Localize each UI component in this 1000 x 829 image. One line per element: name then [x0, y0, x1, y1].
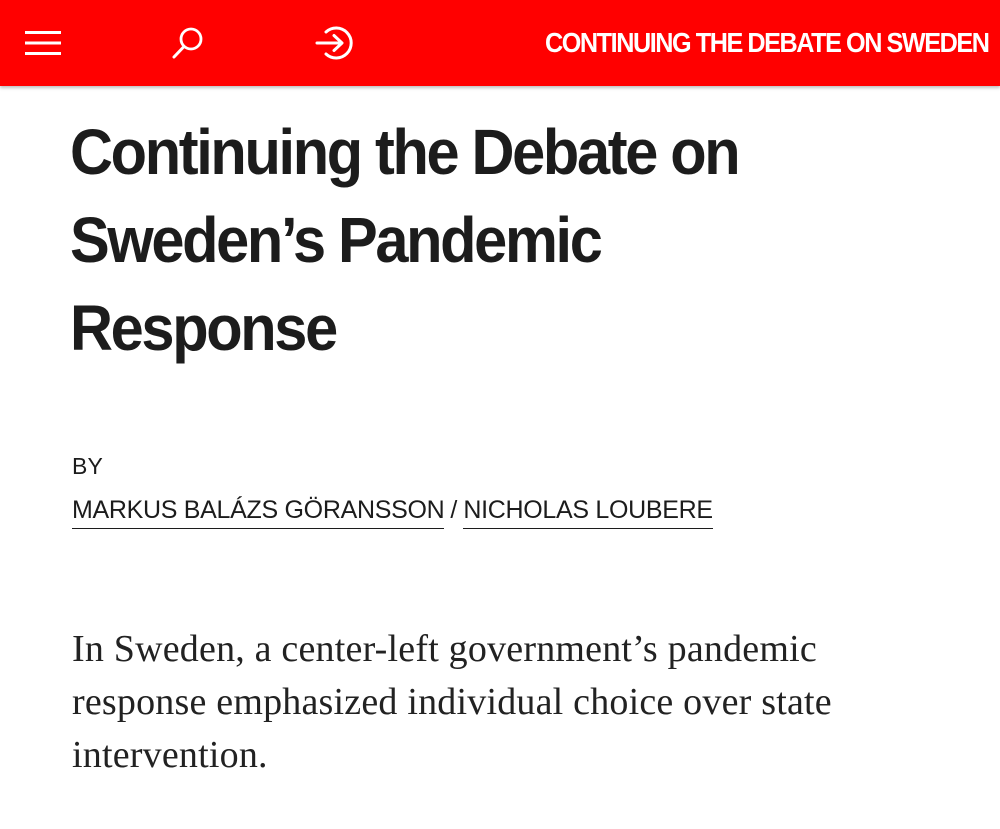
article-title-ticker: CONTINUING THE DEBATE ON SWEDEN: [545, 27, 989, 58]
author-link-markus-balazs-goransson[interactable]: MARKUS BALÁZS GÖRANSSON: [72, 496, 444, 529]
author-link-nicholas-loubere[interactable]: NICHOLAS LOUBERE: [463, 496, 712, 529]
hamburger-menu-icon: [23, 28, 63, 58]
top-navigation-bar: [0, 0, 1000, 86]
byline-authors: [72, 496, 713, 525]
search-button[interactable]: [158, 0, 218, 86]
login-button[interactable]: [305, 0, 365, 86]
article-dek: In Sweden, a center-left government’s pandemic response emphasized individual choice over state intervention.: [72, 628, 832, 776]
menu-button[interactable]: [13, 0, 73, 86]
article-headline: Continuing the Debate on Sweden’s Pandemic Response: [70, 116, 739, 364]
byline-label: BY: [72, 453, 104, 479]
sign-in-icon: [312, 23, 358, 63]
author-separator: /: [450, 496, 458, 524]
search-icon: [168, 23, 208, 63]
